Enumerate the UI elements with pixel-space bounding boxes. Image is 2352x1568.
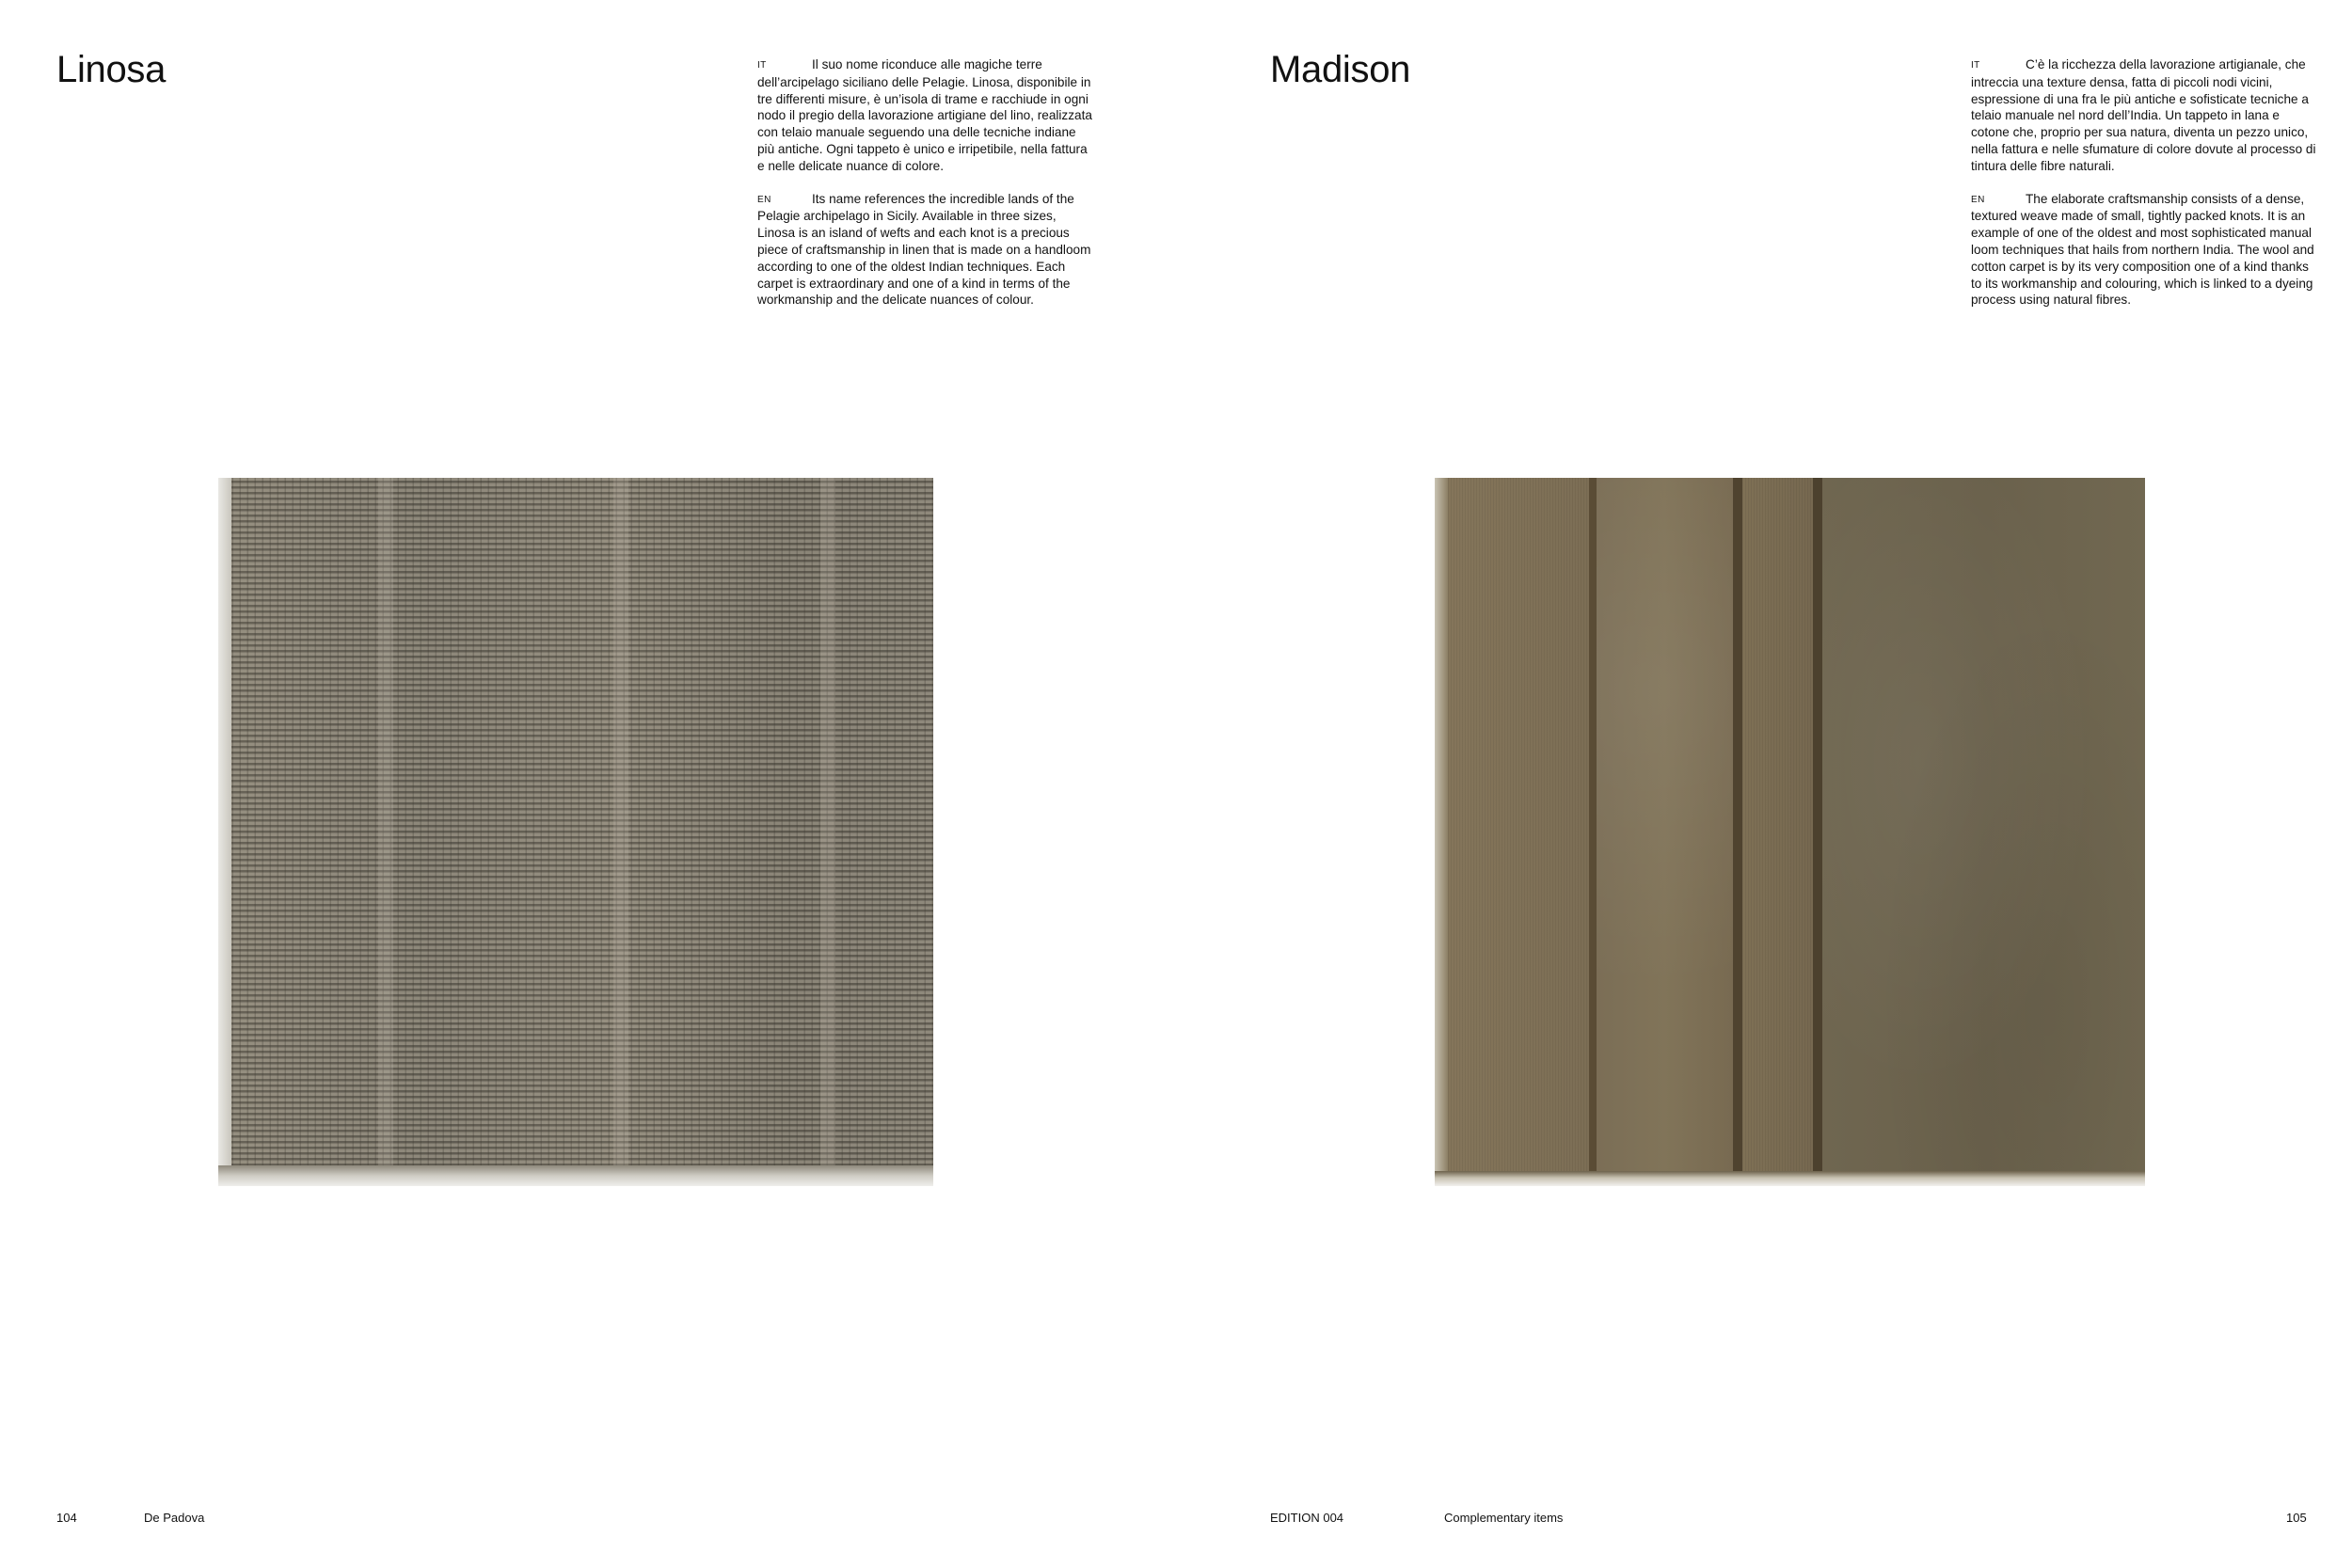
product-title-linosa: Linosa — [56, 49, 167, 90]
madison-carpet-image — [1435, 478, 2145, 1186]
madison-italian-text: C’è la ricchezza della lavorazione artigianale, che intreccia una texture densa, fatta di piccoli nodi vicini, espressione di una fra le più antiche e sofisticate tecniche a telaio manuale nel nord dell’India. Un tappeto in lana e cotone che, proprio per sua natura, diventa un pezzo unico, nella fattura e nelle sfumature di colore dovute al processo di tintura delle fibre naturali. — [1971, 57, 2316, 173]
madison-description — [1971, 56, 2321, 325]
linosa-description — [757, 56, 1096, 325]
linosa-italian-paragraph — [757, 56, 1096, 175]
right-page — [1176, 0, 2352, 1568]
english-language-label: EN — [1971, 194, 1985, 205]
brand-name: De Padova — [144, 1511, 205, 1525]
madison-english-paragraph — [1971, 191, 2321, 309]
edition-label: EDITION 004 — [1270, 1511, 1344, 1525]
italian-language-label: IT — [1971, 60, 1980, 71]
linosa-italian-text: Il suo nome riconduce alle magiche terre dell’arcipelago siciliano delle Pelagie. Linosa, disponibile in tre differenti misure, è un’isola di trame e racchiude in ogni nodo il pregio della lavorazione artigiane del lino, realizzata con telaio manuale seguendo una delle tecniche indiane più antiche. Ogni tappeto è unico e irripetibile, nella fattura e nelle delicate nuance di colore. — [757, 57, 1092, 173]
linosa-carpet-image — [218, 478, 933, 1186]
madison-english-text: The elaborate craftsmanship consists of a dense, textured weave made of small, tightly packed knots. It is an example of one of the oldest and most sophisticated manual loom techniques that hails from northern India. The wool and cotton carpet is by its very composition one of a kind thanks to its workmanship and colouring, which is linked to a dyeing process using natural fibres. — [1971, 191, 2314, 308]
section-label: Complementary items — [1444, 1511, 1564, 1525]
english-language-label: EN — [757, 194, 771, 205]
italian-language-label: IT — [757, 60, 767, 71]
product-title-madison: Madison — [1270, 49, 1411, 90]
madison-italian-paragraph — [1971, 56, 2321, 175]
page-number-left: 104 — [56, 1511, 77, 1525]
linosa-english-paragraph — [757, 191, 1096, 309]
linosa-english-text: Its name references the incredible lands of the Pelagie archipelago in Sicily. Available in three sizes, Linosa is an island of wefts and each knot is a precious piece of craftsmanship in linen that is made on a handloom according to one of the oldest Indian techniques. Each carpet is extraordinary and one of a kind in terms of the workmanship and the delicate nuances of colour. — [757, 191, 1091, 308]
page-number-right: 105 — [2286, 1511, 2307, 1525]
